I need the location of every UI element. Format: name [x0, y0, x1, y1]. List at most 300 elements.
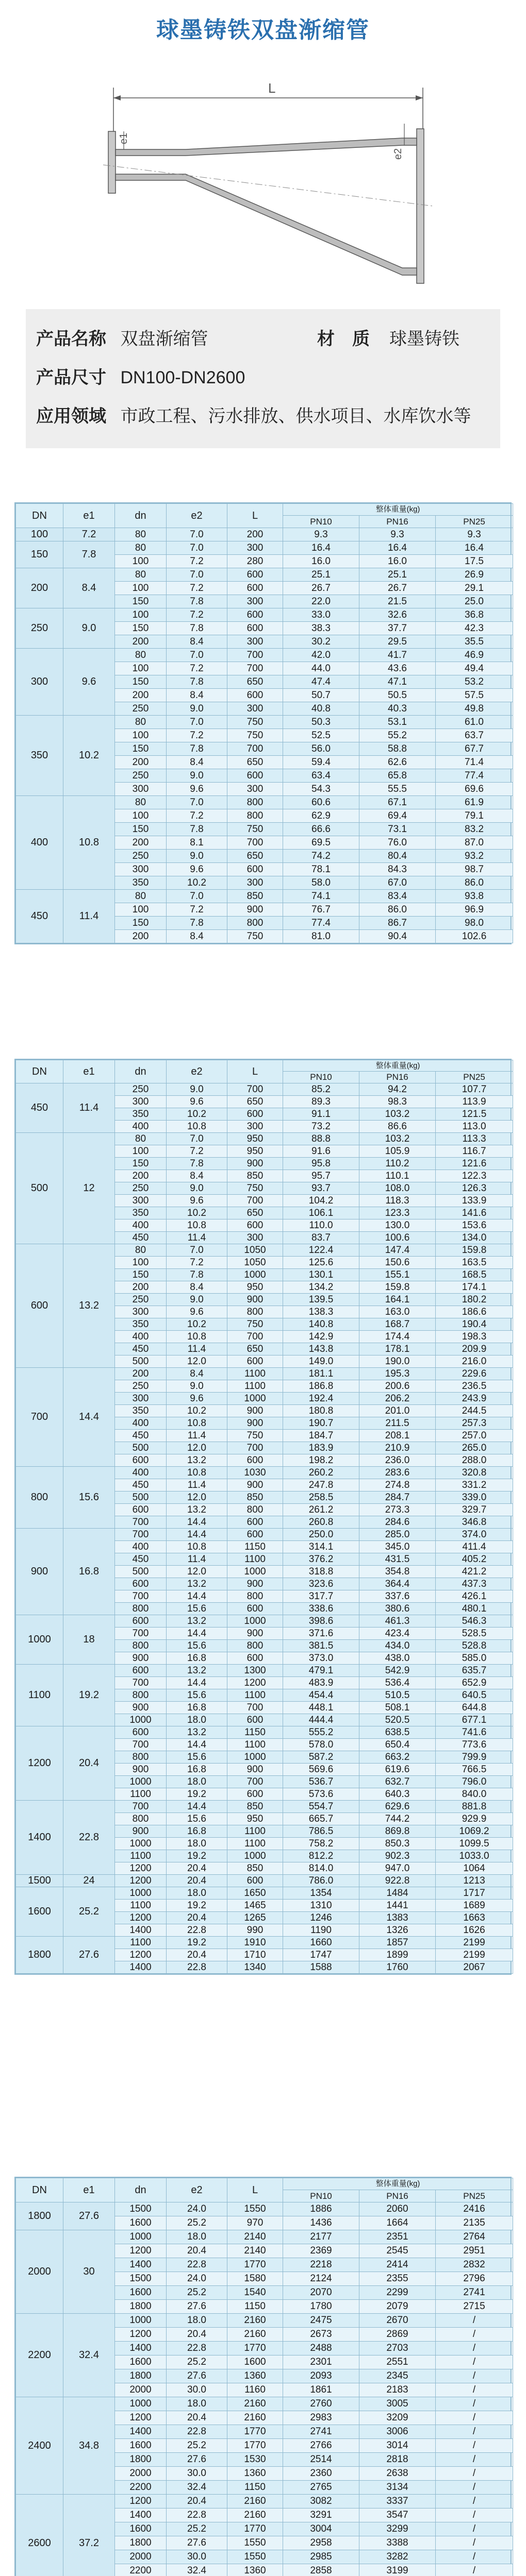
cell-e2: 32.4 [167, 2564, 227, 2576]
cell-dn-small: 150 [115, 917, 167, 930]
cell-dn: 300 [16, 649, 63, 716]
cell-l: 1540 [227, 2286, 283, 2300]
cell-pn25: 929.9 [436, 1813, 513, 1825]
cell-pn10: 186.8 [283, 1380, 359, 1393]
cell-e2: 7.0 [167, 568, 227, 582]
cell-dn-small: 80 [115, 1244, 167, 1257]
cell-pn10: 30.2 [283, 635, 359, 649]
cell-pn10: 3291 [283, 2509, 359, 2522]
cell-pn25: 796.0 [436, 1776, 513, 1788]
table-row [16, 716, 513, 729]
cell-dn: 100 [16, 528, 63, 541]
cell-e2: 22.8 [167, 2258, 227, 2272]
cell-dn: 450 [16, 890, 63, 943]
cell-l: 300 [227, 783, 283, 796]
cell-pn25: 329.7 [436, 1504, 513, 1516]
cell-pn25: 346.8 [436, 1516, 513, 1529]
cell-dn-small: 1400 [115, 1961, 167, 1974]
cell-pn16: 200.6 [359, 1380, 436, 1393]
cell-pn25: 2796 [436, 2272, 513, 2286]
cell-dn-small: 600 [115, 1504, 167, 1516]
cell-dn-small: 400 [115, 1331, 167, 1343]
cell-pn25: 86.0 [436, 876, 513, 890]
cell-e2: 10.8 [167, 1417, 227, 1430]
cell-l: 1200 [227, 1677, 283, 1689]
cell-pn10: 139.5 [283, 1294, 359, 1306]
cell-pn10: 260.2 [283, 1467, 359, 1479]
cell-dn-small: 1200 [115, 2495, 167, 2509]
cell-pn16: 1383 [359, 1912, 436, 1924]
cell-dn-small: 1000 [115, 1776, 167, 1788]
cell-pn16: 1857 [359, 1937, 436, 1949]
cell-e2: 7.8 [167, 823, 227, 836]
header-l: L [227, 1060, 283, 1083]
cell-pn16: 536.4 [359, 1677, 436, 1689]
cell-dn-small: 150 [115, 823, 167, 836]
cell-e1: 15.6 [63, 1467, 115, 1529]
cell-e2: 11.4 [167, 1232, 227, 1244]
cell-pn10: 74.2 [283, 850, 359, 863]
cell-pn16: 638.5 [359, 1726, 436, 1739]
cell-dn-small: 450 [115, 1430, 167, 1442]
cell-pn25: 107.7 [436, 1083, 513, 1096]
table-row [16, 1133, 513, 1145]
cell-e2: 13.2 [167, 1615, 227, 1628]
cell-pn16: 2869 [359, 2328, 436, 2342]
cell-e1: 9.6 [63, 649, 115, 716]
cell-dn-small: 400 [115, 1417, 167, 1430]
cell-dn-small: 1600 [115, 2439, 167, 2453]
cell-pn16: 37.7 [359, 622, 436, 635]
cell-pn25: 2951 [436, 2244, 513, 2258]
cell-pn10: 317.7 [283, 1590, 359, 1603]
cell-pn16: 2545 [359, 2244, 436, 2258]
cell-pn16: 3014 [359, 2439, 436, 2453]
cell-e2: 7.8 [167, 675, 227, 689]
cell-l: 950 [227, 1281, 283, 1294]
cell-pn25: 96.9 [436, 903, 513, 917]
cell-pn16: 26.7 [359, 582, 436, 595]
cell-l: 1910 [227, 1937, 283, 1949]
cell-e2: 14.4 [167, 1677, 227, 1689]
table-row [16, 1529, 513, 1541]
cell-pn10: 88.8 [283, 1133, 359, 1145]
cell-e2: 7.2 [167, 608, 227, 622]
cell-pn25: 677.1 [436, 1714, 513, 1726]
cell-pn10: 198.2 [283, 1454, 359, 1467]
cell-e2: 13.2 [167, 1504, 227, 1516]
cell-dn-small: 700 [115, 1628, 167, 1640]
cell-pn16: 98.3 [359, 1096, 436, 1108]
cell-dn-small: 1600 [115, 2355, 167, 2369]
cell-e2: 14.4 [167, 1801, 227, 1813]
cell-pn10: 142.9 [283, 1331, 359, 1343]
cell-e1: 27.6 [63, 1937, 115, 1974]
table-row [16, 890, 513, 903]
cell-l: 300 [227, 1232, 283, 1244]
cell-dn-small: 100 [115, 903, 167, 917]
cell-pn10: 181.1 [283, 1368, 359, 1380]
cell-e1: 16.8 [63, 1529, 115, 1615]
cell-pn10: 2958 [283, 2536, 359, 2550]
cell-e1: 14.4 [63, 1368, 115, 1467]
cell-pn10: 83.7 [283, 1232, 359, 1244]
header-pn16: PN16 [359, 2190, 436, 2202]
cell-pn25: 36.8 [436, 608, 513, 622]
cell-pn16: 206.2 [359, 1393, 436, 1405]
cell-e1: 7.2 [63, 528, 115, 541]
cell-e2: 13.2 [167, 1454, 227, 1467]
table-row [16, 528, 513, 541]
cell-pn25: 71.4 [436, 756, 513, 769]
cell-dn-small: 300 [115, 1393, 167, 1405]
cell-dn-small: 1200 [115, 2411, 167, 2425]
cell-pn10: 56.0 [283, 742, 359, 756]
cell-pn10: 104.2 [283, 1195, 359, 1207]
cell-l: 600 [227, 582, 283, 595]
cell-l: 970 [227, 2216, 283, 2230]
cell-pn16: 21.5 [359, 595, 436, 608]
cell-dn-small: 400 [115, 1541, 167, 1553]
cell-pn25: 168.5 [436, 1269, 513, 1281]
cell-e2: 25.2 [167, 2286, 227, 2300]
cell-pn10: 3004 [283, 2522, 359, 2536]
cell-l: 1100 [227, 1553, 283, 1566]
cell-dn: 900 [16, 1529, 63, 1615]
cell-pn25: 265.0 [436, 1442, 513, 1454]
cell-pn25: / [436, 2369, 513, 2383]
table-row [16, 1615, 513, 1628]
cell-pn25: 652.9 [436, 1677, 513, 1689]
cell-e2: 20.4 [167, 1949, 227, 1961]
cell-pn16: 123.3 [359, 1207, 436, 1219]
cell-pn16: 510.5 [359, 1689, 436, 1702]
cell-dn-small: 400 [115, 1121, 167, 1133]
cell-e2: 7.2 [167, 1257, 227, 1269]
cell-pn16: 210.9 [359, 1442, 436, 1454]
cell-l: 1360 [227, 2467, 283, 2481]
cell-pn25: 331.2 [436, 1479, 513, 1492]
cell-l: 800 [227, 1640, 283, 1652]
cell-pn10: 190.7 [283, 1417, 359, 1430]
cell-dn-small: 1100 [115, 1788, 167, 1801]
table-row [16, 1467, 513, 1479]
cell-pn10: 2218 [283, 2258, 359, 2272]
cell-pn25: 236.5 [436, 1380, 513, 1393]
cell-dn-small: 350 [115, 876, 167, 890]
cell-e2: 15.6 [167, 1751, 227, 1764]
cell-pn25: 1069.2 [436, 1825, 513, 1838]
cell-pn25: 1626 [436, 1924, 513, 1937]
cell-dn-small: 700 [115, 1516, 167, 1529]
cell-e2: 16.8 [167, 1825, 227, 1838]
cell-pn25: 159.8 [436, 1244, 513, 1257]
cell-e2: 18.0 [167, 1776, 227, 1788]
cell-pn16: 508.1 [359, 1702, 436, 1714]
cell-l: 800 [227, 1590, 283, 1603]
cell-pn25: / [436, 2425, 513, 2439]
cell-pn25: 2715 [436, 2300, 513, 2314]
cell-pn10: 63.4 [283, 769, 359, 783]
cell-pn16: 65.8 [359, 769, 436, 783]
cell-pn25: 98.0 [436, 917, 513, 930]
cell-l: 600 [227, 1652, 283, 1665]
cell-pn10: 77.4 [283, 917, 359, 930]
cell-pn25: 121.6 [436, 1158, 513, 1170]
cell-l: 1770 [227, 2342, 283, 2355]
cell-dn-small: 700 [115, 1801, 167, 1813]
cell-e2: 18.0 [167, 1887, 227, 1900]
cell-pn25: / [436, 2453, 513, 2467]
cell-pn10: 1780 [283, 2300, 359, 2314]
table-row [16, 649, 513, 662]
cell-pn16: 744.2 [359, 1813, 436, 1825]
cell-dn: 1800 [16, 1937, 63, 1974]
cell-pn10: 22.0 [283, 595, 359, 608]
cell-l: 1550 [227, 2202, 283, 2216]
cell-l: 900 [227, 1294, 283, 1306]
cell-pn10: 2177 [283, 2230, 359, 2244]
cell-dn: 800 [16, 1467, 63, 1529]
cell-l: 1550 [227, 2550, 283, 2564]
cell-pn10: 665.7 [283, 1813, 359, 1825]
table-row [16, 1726, 513, 1739]
cell-e1: 18 [63, 1615, 115, 1665]
cell-pn16: 2551 [359, 2355, 436, 2369]
cell-pn16: 53.1 [359, 716, 436, 729]
cell-pn16: 159.8 [359, 1281, 436, 1294]
cell-dn-small: 250 [115, 1294, 167, 1306]
cell-dn-small: 1400 [115, 2425, 167, 2439]
cell-pn25: / [436, 2314, 513, 2328]
cell-l: 600 [227, 1355, 283, 1368]
cell-dn-small: 1600 [115, 2522, 167, 2536]
cell-l: 1770 [227, 2425, 283, 2439]
cell-dn-small: 150 [115, 622, 167, 635]
cell-l: 600 [227, 1788, 283, 1801]
cell-pn25: 93.8 [436, 890, 513, 903]
application-value: 市政工程、污水排放、供水项目、水库饮水等 [120, 406, 471, 426]
cell-pn25: 411.4 [436, 1541, 513, 1553]
cell-dn-small: 2000 [115, 2467, 167, 2481]
cell-dn-small: 1000 [115, 1714, 167, 1726]
cell-e2: 7.0 [167, 890, 227, 903]
cell-l: 600 [227, 1454, 283, 1467]
cell-l: 1100 [227, 1368, 283, 1380]
cell-e2: 14.4 [167, 1628, 227, 1640]
cell-pn25: 229.6 [436, 1368, 513, 1380]
cell-dn-small: 1400 [115, 2509, 167, 2522]
cell-dn-small: 1800 [115, 2536, 167, 2550]
cell-dn: 500 [16, 1133, 63, 1244]
cell-pn25: 635.7 [436, 1665, 513, 1677]
cell-pn16: 354.8 [359, 1566, 436, 1578]
cell-dn-small: 80 [115, 649, 167, 662]
cell-dn-small: 800 [115, 1640, 167, 1652]
cell-dn-small: 250 [115, 850, 167, 863]
cell-pn10: 76.7 [283, 903, 359, 917]
cell-pn16: 2414 [359, 2258, 436, 2272]
cell-pn25: 741.6 [436, 1726, 513, 1739]
table-row [16, 2397, 513, 2411]
cell-pn25: 773.6 [436, 1739, 513, 1751]
header-dn: DN [16, 504, 63, 528]
cell-pn10: 54.3 [283, 783, 359, 796]
cell-dn-small: 100 [115, 1257, 167, 1269]
cell-dn: 1600 [16, 1887, 63, 1937]
cell-l: 1150 [227, 2300, 283, 2314]
cell-pn10: 2360 [283, 2467, 359, 2481]
cell-e2: 11.4 [167, 1479, 227, 1492]
cell-pn25: 174.1 [436, 1281, 513, 1294]
cell-pn10: 1310 [283, 1900, 359, 1912]
cell-pn16: 283.6 [359, 1467, 436, 1479]
cell-e2: 7.0 [167, 649, 227, 662]
cell-pn16: 345.0 [359, 1541, 436, 1553]
cell-l: 700 [227, 742, 283, 756]
cell-pn25: 640.5 [436, 1689, 513, 1702]
cell-pn16: 423.4 [359, 1628, 436, 1640]
cell-l: 1100 [227, 1380, 283, 1393]
cell-dn: 1200 [16, 1726, 63, 1801]
cell-pn25: 113.3 [436, 1133, 513, 1145]
cell-pn16: 25.1 [359, 568, 436, 582]
table-row [16, 1083, 513, 1096]
header-weight-group: 整体重量(kg) [283, 1060, 513, 1072]
cell-e1: 11.4 [63, 1083, 115, 1133]
cell-e2: 25.2 [167, 2216, 227, 2230]
cell-l: 700 [227, 1442, 283, 1454]
cell-dn-small: 1000 [115, 1887, 167, 1900]
cell-l: 1770 [227, 2522, 283, 2536]
cell-l: 1550 [227, 2536, 283, 2550]
cell-e1: 24 [63, 1875, 115, 1887]
cell-pn10: 60.6 [283, 796, 359, 809]
cell-l: 300 [227, 876, 283, 890]
cell-pn10: 2766 [283, 2439, 359, 2453]
cell-l: 1530 [227, 2453, 283, 2467]
cell-pn16: 201.0 [359, 1405, 436, 1417]
cell-dn-small: 2000 [115, 2550, 167, 2564]
cell-dn-small: 200 [115, 930, 167, 943]
cell-pn25: 42.3 [436, 622, 513, 635]
cell-pn25: 2832 [436, 2258, 513, 2272]
cell-pn10: 381.5 [283, 1640, 359, 1652]
cell-pn10: 2124 [283, 2272, 359, 2286]
cell-pn25: 2199 [436, 1949, 513, 1961]
cell-pn16: 195.3 [359, 1368, 436, 1380]
cell-e2: 15.6 [167, 1603, 227, 1615]
cell-pn25: / [436, 2467, 513, 2481]
spec-panel [26, 309, 500, 448]
cell-e2: 16.8 [167, 1702, 227, 1714]
cell-e1: 37.2 [63, 2495, 115, 2576]
cell-dn: 250 [16, 608, 63, 649]
cell-dn-small: 900 [115, 1652, 167, 1665]
cell-e2: 7.8 [167, 1158, 227, 1170]
cell-l: 1150 [227, 1541, 283, 1553]
cell-pn16: 163.0 [359, 1306, 436, 1318]
cell-dn-small: 200 [115, 1368, 167, 1380]
cell-dn: 200 [16, 568, 63, 608]
cell-e2: 8.4 [167, 1170, 227, 1182]
cell-l: 1050 [227, 1257, 283, 1269]
cell-dn-small: 100 [115, 555, 167, 568]
cell-l: 300 [227, 595, 283, 608]
cell-pn10: 16.0 [283, 555, 359, 568]
cell-pn25: 49.8 [436, 702, 513, 716]
cell-dn-small: 100 [115, 662, 167, 675]
cell-pn16: 3209 [359, 2411, 436, 2425]
cell-pn10: 398.6 [283, 1615, 359, 1628]
header-dn-small: dn [115, 504, 167, 528]
cell-dn-small: 450 [115, 1232, 167, 1244]
header-pn16: PN16 [359, 516, 436, 528]
cell-pn25: / [436, 2355, 513, 2369]
cell-l: 600 [227, 1219, 283, 1232]
cell-l: 900 [227, 1417, 283, 1430]
cell-dn-small: 250 [115, 769, 167, 783]
cell-pn16: 1664 [359, 2216, 436, 2230]
cell-pn10: 1190 [283, 1924, 359, 1937]
cell-e2: 10.2 [167, 1405, 227, 1417]
cell-dn: 2200 [16, 2314, 63, 2397]
cell-e2: 8.4 [167, 1368, 227, 1380]
cell-pn10: 758.2 [283, 1838, 359, 1850]
header-dn-small: dn [115, 2178, 167, 2202]
cell-pn25: 528.5 [436, 1628, 513, 1640]
cell-pn16: 2351 [359, 2230, 436, 2244]
cell-pn10: 569.6 [283, 1764, 359, 1776]
cell-pn25: 121.5 [436, 1108, 513, 1121]
cell-pn10: 16.4 [283, 541, 359, 555]
cell-e2: 22.8 [167, 2509, 227, 2522]
cell-pn10: 1747 [283, 1949, 359, 1961]
cell-pn16: 3282 [359, 2550, 436, 2564]
cell-dn-small: 1100 [115, 1937, 167, 1949]
cell-dn-small: 1200 [115, 2328, 167, 2342]
header-row [16, 504, 513, 516]
cell-pn25: 1689 [436, 1900, 513, 1912]
cell-pn25: 122.3 [436, 1170, 513, 1182]
cell-pn16: 32.6 [359, 608, 436, 622]
cell-pn25: 2067 [436, 1961, 513, 1974]
cell-l: 1300 [227, 1665, 283, 1677]
cell-pn16: 55.2 [359, 729, 436, 742]
cell-e2: 20.4 [167, 2411, 227, 2425]
cell-dn: 2400 [16, 2397, 63, 2495]
cell-pn16: 76.0 [359, 836, 436, 850]
cell-dn-small: 350 [115, 1405, 167, 1417]
cell-pn16: 103.2 [359, 1108, 436, 1121]
cell-pn16: 55.5 [359, 783, 436, 796]
cell-pn10: 125.6 [283, 1257, 359, 1269]
cell-pn16: 155.1 [359, 1269, 436, 1281]
cell-e2: 9.0 [167, 850, 227, 863]
cell-pn16: 100.6 [359, 1232, 436, 1244]
cell-pn10: 2301 [283, 2355, 359, 2369]
cell-pn10: 376.2 [283, 1553, 359, 1566]
cell-pn25: 83.2 [436, 823, 513, 836]
cell-pn10: 371.6 [283, 1628, 359, 1640]
cell-pn16: 2355 [359, 2272, 436, 2286]
cell-dn-small: 250 [115, 1083, 167, 1096]
cell-pn16: 83.4 [359, 890, 436, 903]
cell-l: 300 [227, 702, 283, 716]
cell-dn-small: 200 [115, 1281, 167, 1294]
table-row [16, 541, 513, 555]
cell-e2: 12.0 [167, 1492, 227, 1504]
